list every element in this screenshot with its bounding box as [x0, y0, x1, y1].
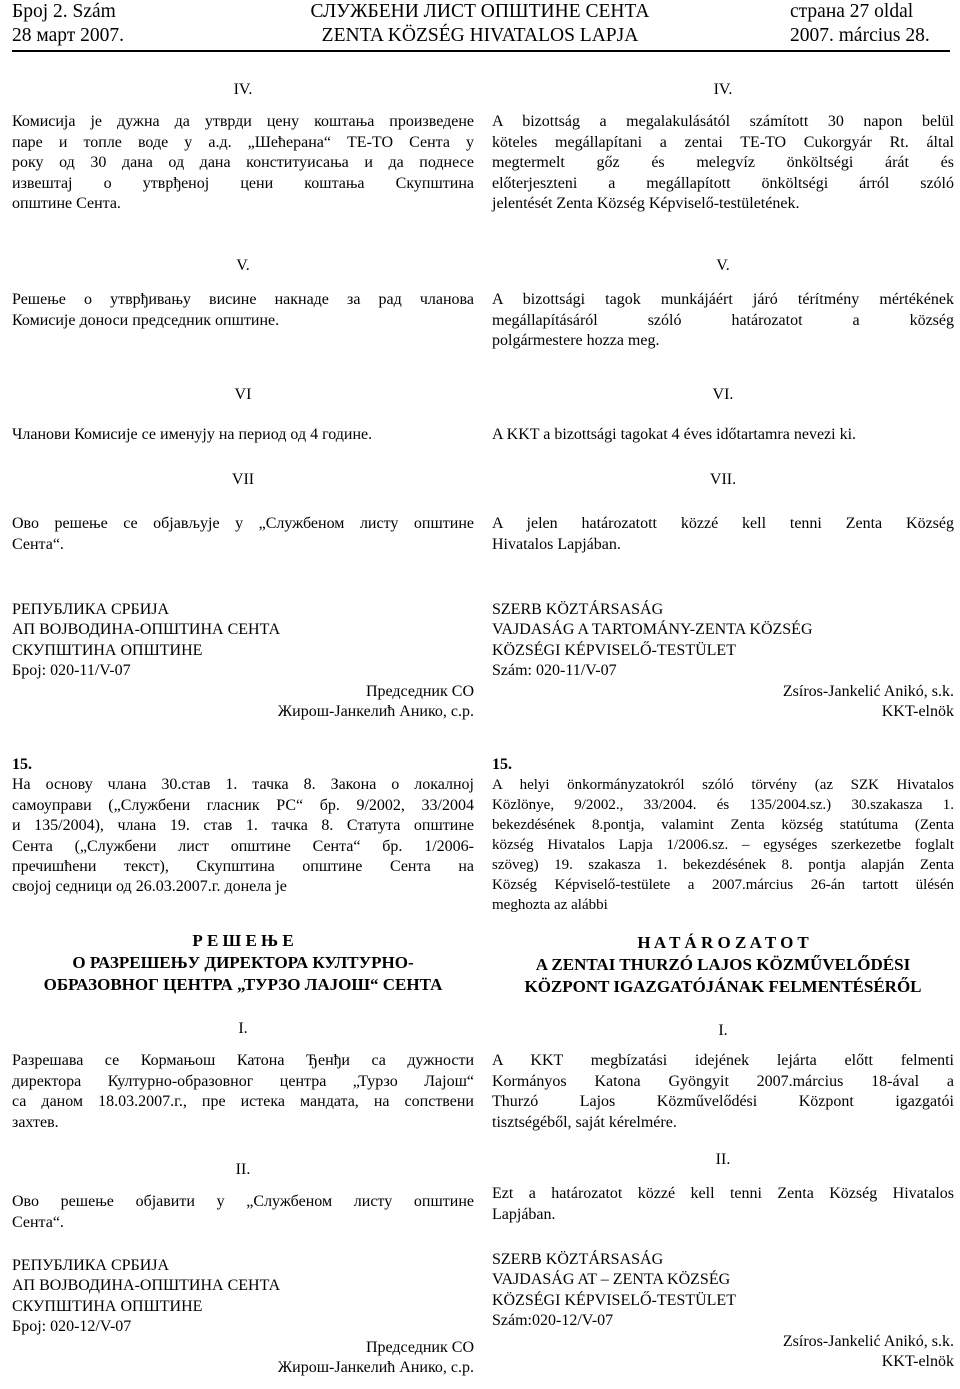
- text-line: A jelen határozatott közzé kell tenni Zenta Község: [492, 515, 954, 533]
- text-line: самоуправи („Службени гласник РС“ бр. 9/2002, 33/2004: [12, 796, 474, 814]
- signature-line: SZERB KÖZTÁRSASÁG: [492, 601, 664, 618]
- right-item-15: [492, 755, 954, 915]
- text-line: Комисија је дужна да утврди цену коштања произведене: [12, 113, 474, 131]
- header-issue-number: Број 2. Szám: [12, 1, 116, 22]
- decision-subtitle: ОБРАЗОВНОГ ЦЕНТРА „ТУРЗО ЛАЈОШ“ СЕНТА: [43, 975, 443, 994]
- section-heading: V.: [236, 257, 250, 274]
- section-heading: II.: [715, 1151, 731, 1168]
- text-line: tisztségéből, saját kérelmére.: [492, 1113, 677, 1131]
- text-line: пречишћени текст), Скупштина општине Сента на: [12, 858, 474, 876]
- signatory-role: Председник СО: [365, 682, 474, 700]
- item-number: 15.: [12, 756, 32, 773]
- right-decision-title: [492, 932, 954, 998]
- text-line: Thurzó Lajos Közművelődési Központ igazgatói: [492, 1093, 954, 1111]
- text-line: Hivatalos Lapjában.: [492, 535, 621, 553]
- header-page-date: 2007. március 28.: [790, 25, 930, 46]
- text-line: року од 30 дана од дана конституисања и да поднесе: [12, 154, 474, 172]
- section-heading: I.: [238, 1020, 248, 1037]
- text-line: A bizottsági tagok munkájáért járó térítmény mértékének: [492, 291, 954, 309]
- header-page-number: страна 27 oldal: [790, 1, 914, 22]
- text-line: Сента“.: [12, 1213, 64, 1231]
- text-line: előterjeszteni a megállapított önköltségi árról szóló: [492, 174, 954, 192]
- text-line: Lapjában.: [492, 1205, 556, 1223]
- text-line: köteles megállapítani a zentai TE-TO Cukorgyár Rt. által: [492, 133, 954, 151]
- text-line: Решење о утврђивању висине накнаде за рад чланова: [12, 291, 474, 309]
- signatory-role: Председник СО: [365, 1338, 474, 1356]
- text-line: Сента“.: [12, 535, 64, 553]
- section-heading: V.: [716, 257, 730, 274]
- right-article-ii: [492, 1150, 954, 1225]
- signature-line: KÖZSÉGI KÉPVISELŐ-TESTÜLET: [492, 1291, 736, 1309]
- text-line: polgármestere hozza meg.: [492, 332, 660, 350]
- section-heading: VI.: [712, 386, 734, 403]
- header-title-serbian: СЛУЖБЕНИ ЛИСТ ОПШТИНЕ СЕНТА: [310, 1, 650, 22]
- text-line: A KKT megbízatási idejének lejárta előtt felmenti: [492, 1052, 954, 1070]
- text-line: bekezdésének 8.pontja, valamint Zenta község statútuma (Zenta: [492, 817, 954, 833]
- text-line: извештај о утврђеној цени коштања Скупштина: [12, 174, 474, 192]
- signature-line: СКУПШТИНА ОПШТИНЕ: [12, 1297, 203, 1315]
- left-signature-block: [12, 600, 474, 722]
- section-heading: VII.: [709, 471, 737, 488]
- left-article-i: [12, 1019, 474, 1133]
- left-item-15: [12, 755, 474, 898]
- header-issue-date: 28 март 2007.: [12, 25, 125, 46]
- right-section-vi: [492, 385, 954, 446]
- header-page: [790, 0, 930, 48]
- right-article-i: [492, 1021, 954, 1133]
- signature-line: РЕПУБЛИКА СРБИЈА: [12, 1257, 170, 1274]
- item-number: 15.: [492, 756, 512, 773]
- signature-line: АП ВОЈВОДИНА-ОПШТИНА СЕНТА: [12, 621, 281, 639]
- decision-subtitle: KÖZPONT IGAZGATÓJÁNAK FELMENTÉSÉRŐL: [524, 977, 922, 996]
- text-line: Разрешава се Кормањош Катона Ђенђи са дужности: [12, 1052, 474, 1070]
- left-decision-title: [12, 930, 474, 996]
- right-signature-block: [492, 600, 954, 722]
- text-line: meghozta az alábbi: [492, 897, 608, 913]
- decision-subtitle: A ZENTAI THURZÓ LAJOS KÖZMŰVELŐDÉSI: [535, 955, 911, 974]
- document-number: Szám: 020-11/V-07: [492, 662, 617, 680]
- signatory-name: Жирош-Јанкелић Анико, с.р.: [277, 1359, 474, 1377]
- text-line: својој седници од 26.03.2007.г. донела је: [12, 878, 287, 896]
- text-line: megállapításáról szóló határozatot a község: [492, 311, 954, 329]
- document-number: Број: 020-12/V-07: [12, 1318, 132, 1336]
- signatory-role: KKT-elnök: [881, 703, 954, 721]
- text-line: A helyi önkormányzatokról szóló törvény (az SZK Hivatalos: [492, 777, 954, 793]
- text-line: Чланови Комисије се именују на период од 4 године.: [12, 426, 373, 444]
- signature-line: KÖZSÉGI KÉPVISELŐ-TESTÜLET: [492, 641, 736, 659]
- right-section-vii: [492, 470, 954, 555]
- text-line: Község Képviselő-testülete a 2007.március 26-án tartott ülésén: [492, 877, 954, 893]
- text-line: На основу члана 30.став 1. тачка 8. Закона о локалној: [12, 776, 474, 794]
- left-section-vii: [12, 470, 474, 555]
- text-line: Ово решење се објављује у „Службеном листу општине: [12, 515, 474, 533]
- signatory-name: Zsíros-Jankelić Anikó, s.k.: [782, 1332, 954, 1350]
- left-article-ii: [12, 1160, 474, 1233]
- signature-line: СКУПШТИНА ОПШТИНЕ: [12, 641, 203, 659]
- left-section-vi: [12, 385, 474, 446]
- text-line: Комисије доноси председник општине.: [12, 311, 280, 329]
- header-title: [250, 0, 710, 48]
- text-line: Ово решење објавити у „Службеном листу општине: [12, 1193, 474, 1211]
- signature-line: АП ВОЈВОДИНА-ОПШТИНА СЕНТА: [12, 1277, 281, 1295]
- document-number: Број: 020-11/V-07: [12, 662, 131, 680]
- signature-line: SZERB KÖZTÁRSASÁG: [492, 1251, 664, 1268]
- text-line: A bizottság a megalakulásától számított 30 napon belül: [492, 113, 954, 131]
- left-signature-block-2: [12, 1256, 474, 1378]
- signatory-name: Жирош-Јанкелић Анико, с.р.: [277, 703, 474, 721]
- signatory-role: KKT-elnök: [881, 1353, 954, 1371]
- text-line: megtermelt gőz és melegvíz önköltségi árát és: [492, 154, 954, 172]
- section-heading: II.: [235, 1161, 251, 1178]
- section-heading: IV.: [233, 81, 253, 98]
- signature-line: VAJDASÁG AT – ZENTA KÖZSÉG: [492, 1271, 731, 1289]
- text-line: са даном 18.03.2007.г., пре истека мандата, на сопствени: [12, 1093, 474, 1111]
- text-line: и 135/2004), члана 19. став 1. тачка 8. Статута општине: [12, 817, 474, 835]
- decision-title: Р Е Ш Е Њ Е: [192, 931, 294, 950]
- right-section-iv: [492, 80, 954, 214]
- signature-line: РЕПУБЛИКА СРБИЈА: [12, 601, 170, 618]
- text-line: општине Сента.: [12, 195, 121, 213]
- text-line: jelentését Zenta Község Képviselő-testületének.: [492, 195, 800, 213]
- header-rule: [12, 50, 950, 52]
- signatory-name: Zsíros-Jankelić Anikó, s.k.: [782, 682, 954, 700]
- section-heading: VI: [234, 386, 252, 403]
- text-line: Közlönye, 9/2002., 33/2004. és 135/2004.sz.) 30.szakasza 1.: [492, 797, 954, 813]
- header-issue: [12, 0, 124, 48]
- right-section-v: [492, 256, 954, 352]
- left-section-v: [12, 256, 474, 331]
- header-title-hungarian: ZENTA KÖZSÉG HIVATALOS LAPJA: [321, 25, 639, 46]
- left-section-iv: [12, 80, 474, 214]
- document-number: Szám:020-12/V-07: [492, 1312, 614, 1330]
- text-line: директора Културно-образовног центра „Турзо Лајош“: [12, 1072, 474, 1090]
- decision-title: H A T Á R O Z A T O T: [637, 933, 809, 952]
- signature-line: VAJDASÁG A TARTOMÁNY-ZENTA KÖZSÉG: [492, 621, 813, 639]
- right-signature-block-2: [492, 1250, 954, 1372]
- section-heading: VII: [231, 471, 255, 488]
- text-line: Ezt a határozatot közzé kell tenni Zenta Község Hivatalos: [492, 1185, 954, 1203]
- text-line: паре и топле воде у а.д. „Шећерана“ ТЕ-ТО Сента у: [12, 133, 474, 151]
- section-heading: IV.: [713, 81, 733, 98]
- text-line: Сента („Службени лист општине Сента“ бр. 1/2006-: [12, 837, 474, 855]
- decision-subtitle: О РАЗРЕШЕЊУ ДИРЕКТОРА КУЛТУРНО-: [72, 953, 414, 972]
- text-line: A KKT a bizottsági tagokat 4 éves időtartamra nevezi ki.: [492, 426, 857, 444]
- section-heading: I.: [718, 1022, 728, 1039]
- text-line: Kormányos Katona Gyöngyit 2007.március 18-ával a: [492, 1072, 954, 1090]
- text-line: község Hivatalos Lapja 1/2006.sz. – egységes szerkezetbe foglalt: [492, 837, 954, 853]
- text-line: захтев.: [12, 1113, 59, 1131]
- text-line: szöveg) 19. szakasza 1. bekezdésének 8. pontja alapján Zenta: [492, 857, 954, 873]
